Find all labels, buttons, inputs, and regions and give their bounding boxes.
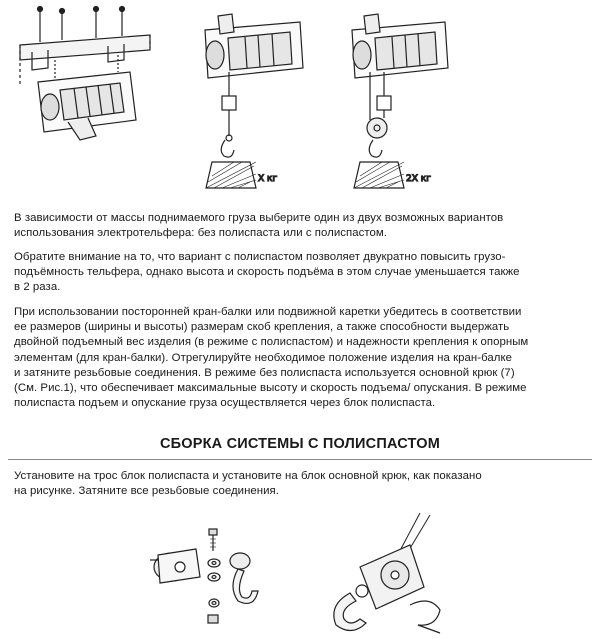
paragraph-beam-instructions: При использовании посторонней кран-балки или подвижной каретки убедитесь в соответствии ее размеров (ширины и высоты) размерам скоб крепления, а также способности выдержать двойной подъемный вес изделия (в режиме с полиспастом) и надежности крепления к опорным элементам (для кран-балки). Отрегулируйте необходимое положение изделия на кран-балке и затяните резьбовые соединения. В режиме без полиспаста используется основной крюк (7) (См. Рис.1), что обеспечивает максимальные высоту и скорость подъема/ опускания. В режиме полиспаста подъем и опускание груза осуществляется через блок полиспаста. xyxy=(14,306,529,410)
section-divider xyxy=(8,459,592,460)
pulley-parts-illustration xyxy=(150,529,258,623)
hoist-illustrations-top xyxy=(0,0,600,205)
assembled-pulley-illustration xyxy=(334,513,440,633)
label-double-load: 2Х кг xyxy=(406,174,431,184)
paragraph-load-choice: В зависимости от массы поднимаемого груза выберите один из двух возможных вариантов использования электротельфера: без полиспаста или с полиспастом. xyxy=(14,212,504,240)
hoist-single-illustration xyxy=(205,14,303,188)
hoist-pulley-illustration xyxy=(352,14,448,188)
section-heading: СБОРКА СИСТЕМЫ С ПОЛИСПАСТОМ xyxy=(159,436,441,452)
paragraph-assembly: Установите на трос блок полиспаста и установите на блок основной крюк, как показано на рисунке. Затяните все резьбовые соединения. xyxy=(14,470,482,498)
mounting-illustration xyxy=(20,7,150,141)
pulley-assembly-illustrations xyxy=(0,505,600,639)
paragraph-pulley-note: Обратите внимание на то, что вариант с полиспастом позволяет двукратно повысить грузо- подъёмность тельфера, однако высота и скорость подъёма в этом случае уменьшается также в 2 раза. xyxy=(14,251,520,294)
label-single-load: Х кг xyxy=(258,174,278,184)
